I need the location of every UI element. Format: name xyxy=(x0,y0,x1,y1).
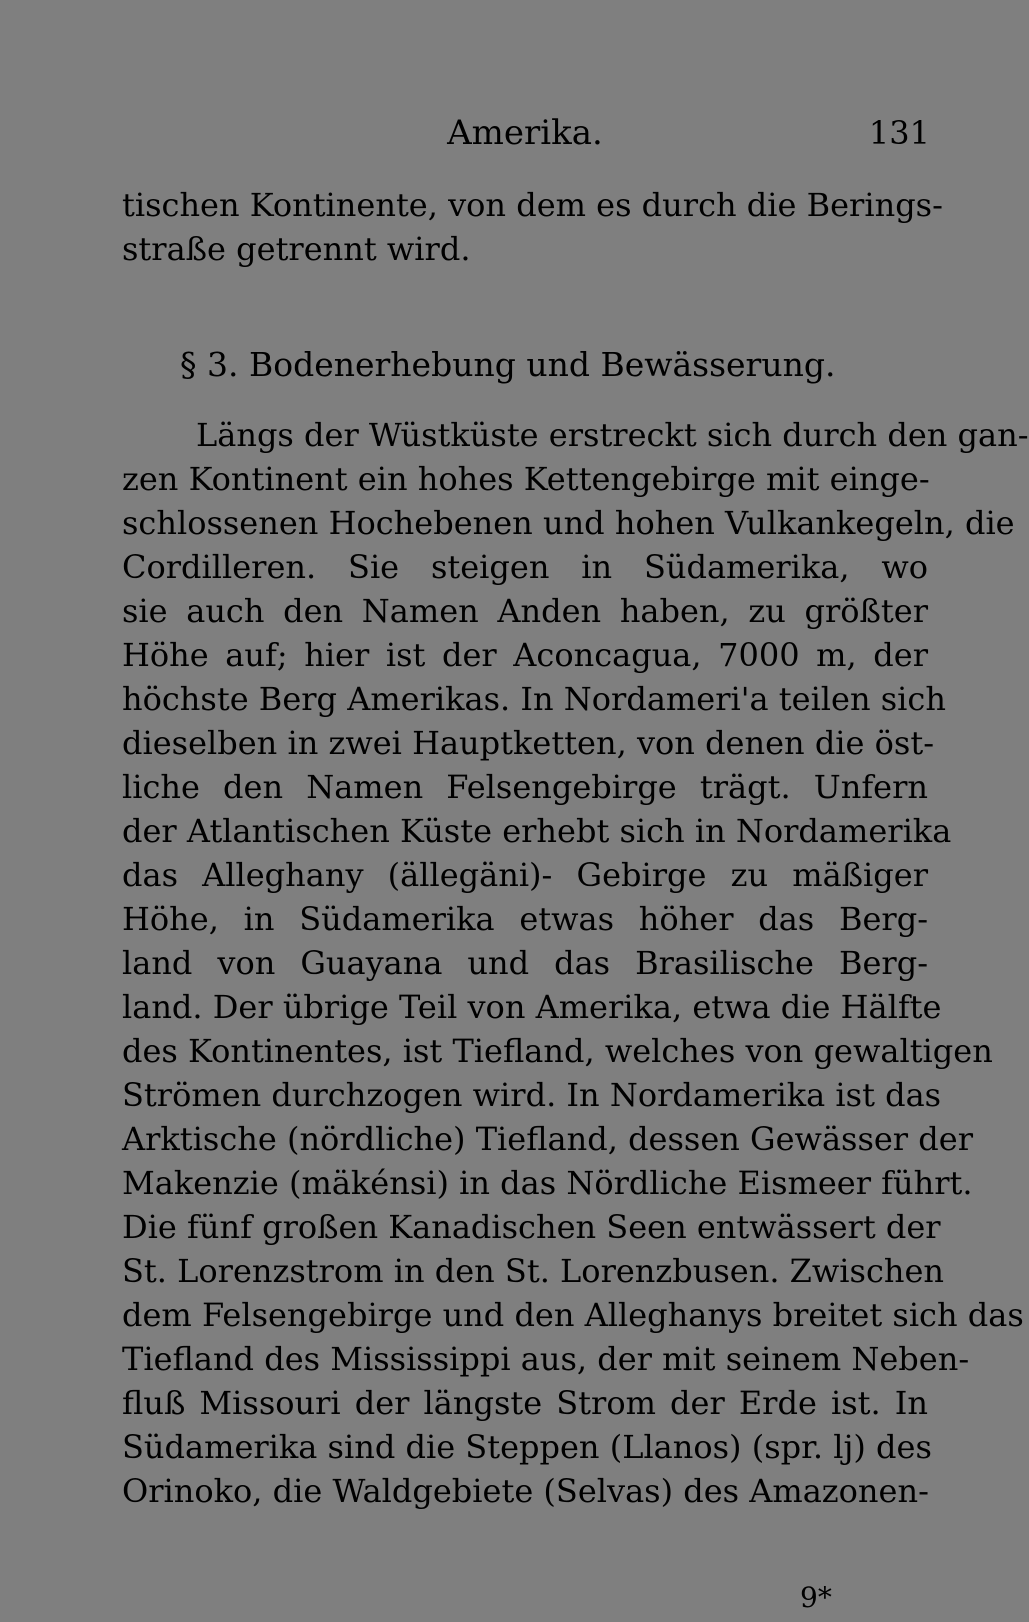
page-number: 131 xyxy=(868,114,930,152)
text-line: schlossenen Hochebenen und hohen Vulkankegeln, die xyxy=(122,504,1015,542)
text-line: land von Guayana und das Brasilische Berg- xyxy=(122,944,928,982)
text-line: Südamerika sind die Steppen (Llanos) (spr. lj) des xyxy=(122,1428,932,1466)
text-line: des Kontinentes, ist Tiefland, welches von gewaltigen xyxy=(122,1032,993,1070)
section-heading: § 3. Bodenerhebung und Bewässerung. xyxy=(180,345,836,384)
text-line: dieselben in zwei Hauptketten, von denen die öst- xyxy=(122,724,934,762)
text-line: Die fünf großen Kanadischen Seen entwässert der xyxy=(122,1208,941,1246)
text-line: tischen Kontinente, von dem es durch die Berings- xyxy=(122,186,943,224)
text-line: straße getrennt wird. xyxy=(122,230,471,268)
running-head xyxy=(0,108,1000,158)
running-title: Amerika. xyxy=(447,113,603,153)
signature-mark: 9* xyxy=(800,1581,832,1614)
text-line: Cordilleren. Sie steigen in Südamerika, wo xyxy=(122,548,928,586)
continued-paragraph xyxy=(122,183,943,271)
text-line: Höhe auf; hier ist der Aconcagua, 7000 m, der xyxy=(122,636,928,674)
text-line: Makenzie (mäkénsi) in das Nördliche Eismeer führt. xyxy=(122,1164,973,1202)
text-line: zen Kontinent ein hohes Kettengebirge mit einge- xyxy=(122,460,930,498)
text-line: land. Der übrige Teil von Amerika, etwa die Hälfte xyxy=(122,988,942,1026)
text-line: Orinoko, die Waldgebiete (Selvas) des Amazonen- xyxy=(122,1472,929,1510)
text-line: Tiefland des Mississippi aus, der mit seinem Neben- xyxy=(122,1340,970,1378)
text-line: Längs der Wüstküste erstreckt sich durch den gan- xyxy=(196,416,1029,454)
text-line: Strömen durchzogen wird. In Nordamerika ist das xyxy=(122,1076,942,1114)
text-line: fluß Missouri der längste Strom der Erde ist. In xyxy=(122,1384,928,1422)
text-line: liche den Namen Felsengebirge trägt. Unfern xyxy=(122,768,928,806)
text-line: höchste Berg Amerikas. In Nordameri'a teilen sich xyxy=(122,680,946,718)
section-body xyxy=(122,413,1029,1513)
text-line: Arktische (nördliche) Tiefland, dessen Gewässer der xyxy=(122,1120,973,1158)
text-line: das Alleghany (ällegäni)- Gebirge zu mäßiger xyxy=(122,856,928,894)
text-line: der Atlantischen Küste erhebt sich in Nordamerika xyxy=(122,812,952,850)
text-line: sie auch den Namen Anden haben, zu größter xyxy=(122,592,928,630)
text-line: dem Felsengebirge und den Alleghanys breitet sich das xyxy=(122,1296,1024,1334)
text-line: Höhe, in Südamerika etwas höher das Berg- xyxy=(122,900,928,938)
text-line: St. Lorenzstrom in den St. Lorenzbusen. Zwischen xyxy=(122,1252,945,1290)
